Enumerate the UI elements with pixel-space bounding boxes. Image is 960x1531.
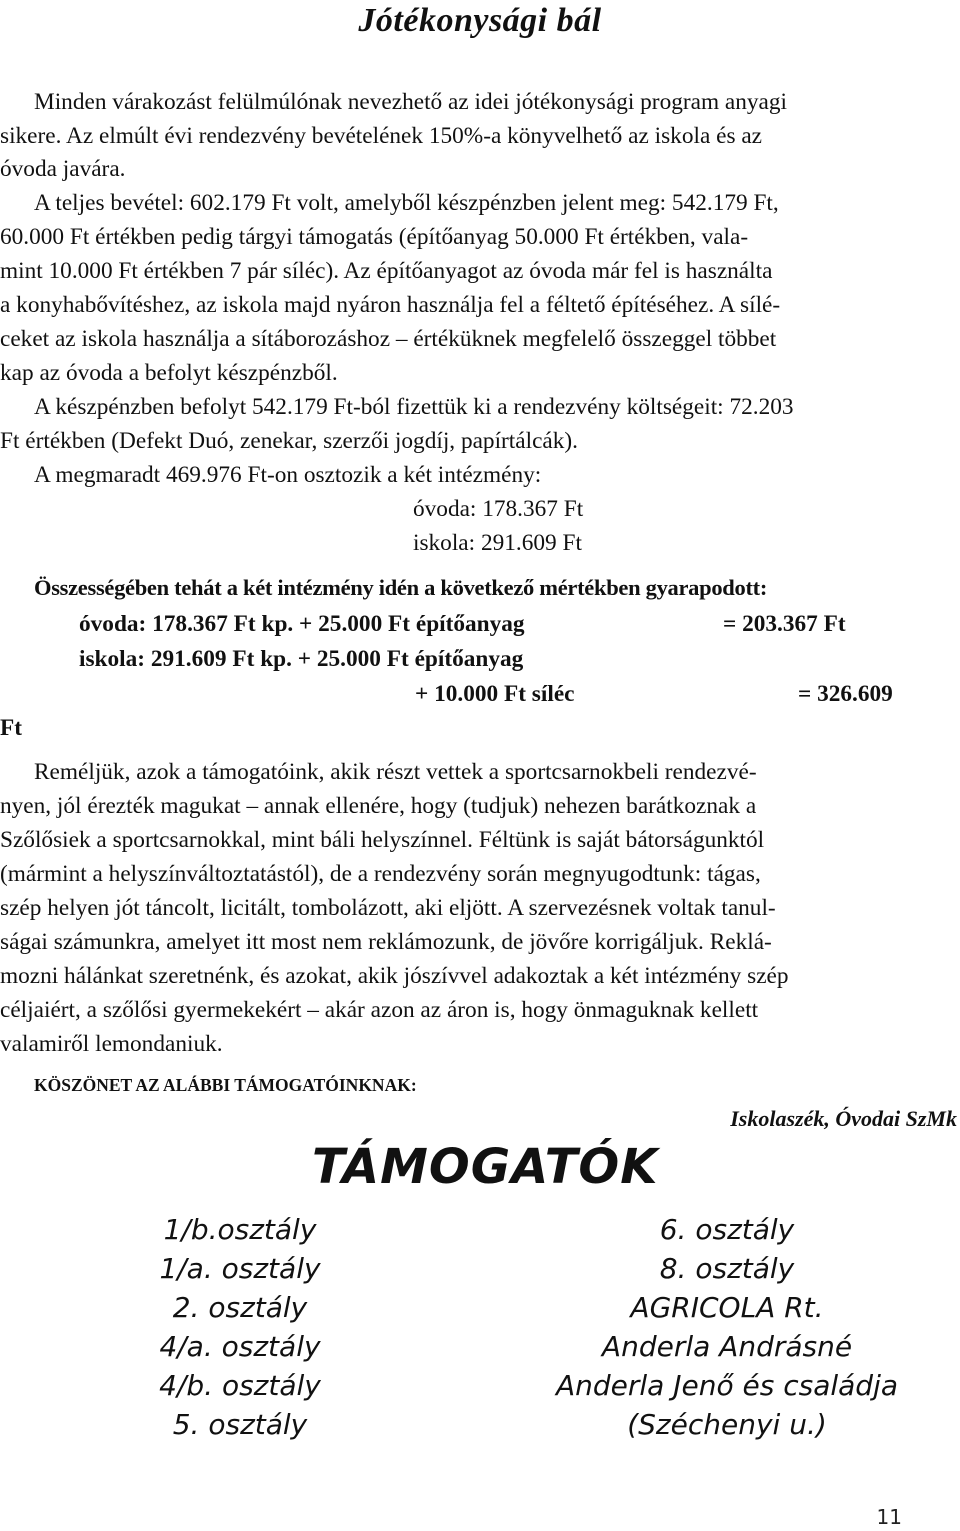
text-line: A teljes bevétel: 602.179 Ft volt, amelyből készpénzben jelent meg: 542.179 Ft, (34, 190, 779, 216)
sponsor-item: 1/a. osztály (159, 1252, 321, 1285)
sponsor-item: 5. osztály (172, 1408, 308, 1441)
sponsors-title: TÁMOGATÓK (312, 1139, 659, 1195)
text-line: kap az óvoda a befolyt készpénzből. (0, 360, 338, 386)
text-line: sikere. Az elmúlt évi rendezvény bevételének 150%-a könyvelhető az iskola és az (0, 123, 763, 149)
text-line: (mármint a helyszínváltoztatástól), de a rendezvény során megnyugodtunk: tágas, (0, 861, 761, 887)
sponsor-item: (Széchenyi u.) (627, 1408, 827, 1441)
text-line: valamiről lemondaniuk. (0, 1031, 223, 1057)
text-line: A megmaradt 469.976 Ft-on osztozik a két intézmény: (34, 462, 542, 488)
text-line: ságai számunkra, amelyet itt most nem reklámozunk, de jövőre korrigáljuk. Reklá- (0, 929, 772, 955)
text-line: mozni hálánkat szeretnénk, és azokat, akik jószívvel adakoztak a két intézmény szép (0, 963, 789, 989)
text-line: Minden várakozást felülmúlónak nevezhető az idei jótékonysági program anyagi (34, 89, 788, 115)
text-line: szép helyen jót táncolt, licitált, tombolázott, aki eljött. A szervezésnek voltak tanul- (0, 895, 776, 921)
summary-heading: Összességében tehát a két intézmény idén a következő mértékben gyarapodott: (34, 575, 768, 600)
sponsor-item: 4/a. osztály (159, 1330, 321, 1363)
text-line: Ft értékben (Defekt Duó, zenekar, szerzői jogdíj, papírtálcák). (0, 428, 579, 454)
thanks-heading: KÖSZÖNET AZ ALÁBBI TÁMOGATÓINKNAK: (34, 1075, 417, 1095)
summary-iskola: iskola: 291.609 Ft kp. + 25.000 Ft építőanyag (79, 646, 524, 672)
text-line: céljaiért, a szőlősi gyermekekért – akár azon az áron is, hogy önmaguknak kellett (0, 997, 759, 1023)
split-ovoda: óvoda: 178.367 Ft (413, 496, 584, 522)
summary-iskola-total: = 326.609 (798, 681, 893, 707)
sponsor-item: 2. osztály (172, 1291, 308, 1324)
sponsor-item: Anderla Jenő és családja (555, 1369, 898, 1402)
summary-ovoda-total: = 203.367 Ft (723, 611, 846, 637)
summary-ovoda: óvoda: 178.367 Ft kp. + 25.000 Ft építőanyag (79, 611, 525, 637)
credit-signature: Iskolaszék, Óvodai SzMk (730, 1106, 957, 1131)
text-line: nyen, jól érezték magukat – annak ellenére, hogy (tudjuk) nehezen barátkoznak a (0, 793, 757, 819)
text-line: a konyhabővítéshez, az iskola majd nyáron használja fel a féltető építéséhez. A sílé- (0, 292, 781, 318)
text-line: A készpénzben befolyt 542.179 Ft-ból fizettük ki a rendezvény költségeit: 72.203 (34, 394, 794, 420)
page-number: 11 (876, 1505, 902, 1529)
page-title: Jótékonysági bál (358, 2, 602, 39)
sponsor-item: Anderla Andrásné (601, 1330, 853, 1363)
sponsor-item: 6. osztály (659, 1213, 795, 1246)
summary-iskola-unit: Ft (0, 715, 22, 741)
sponsor-item: AGRICOLA Rt. (630, 1291, 824, 1324)
text-line: Reméljük, azok a támogatóink, akik részt vettek a sportcsarnokbeli rendezvé- (34, 759, 757, 785)
sponsor-item: 4/b. osztály (159, 1369, 321, 1402)
text-line: óvoda javára. (0, 156, 126, 182)
sponsor-item: 1/b.osztály (163, 1213, 317, 1246)
text-line: 60.000 Ft értékben pedig tárgyi támogatás (építőanyag 50.000 Ft értékben, vala- (0, 224, 749, 250)
split-iskola: iskola: 291.609 Ft (413, 530, 582, 556)
text-line: mint 10.000 Ft értékben 7 pár síléc). Az építőanyagot az óvoda már fel is használta (0, 258, 773, 284)
summary-iskola-extra: + 10.000 Ft síléc (415, 681, 575, 707)
text-line: Szőlősiek a sportcsarnokkal, mint báli helyszínnel. Féltünk is saját bátorságunktól (0, 827, 765, 853)
sponsor-item: 8. osztály (659, 1252, 795, 1285)
text-line: ceket az iskola használja a sítáborozáshoz – értéküknek megfelelő összeggel többet (0, 326, 777, 352)
